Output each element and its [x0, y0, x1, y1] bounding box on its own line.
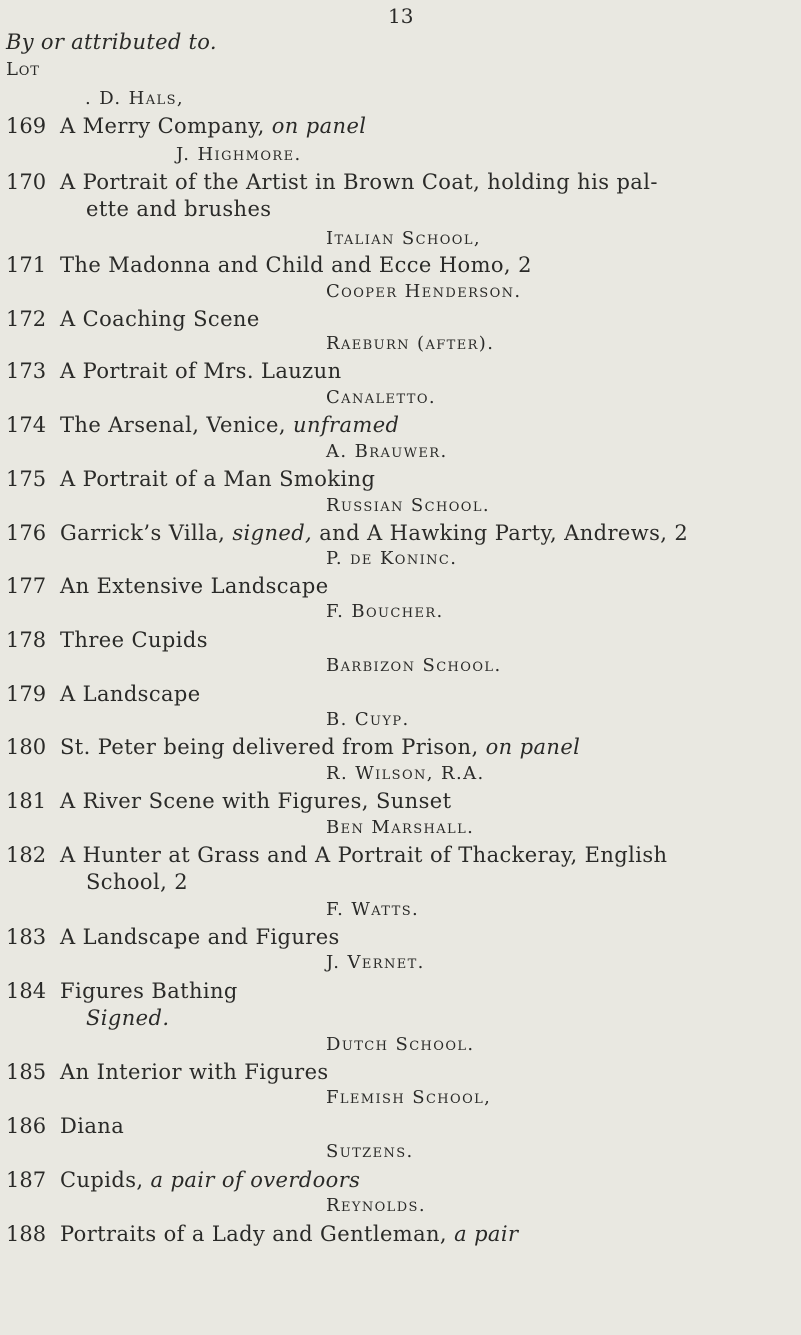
lot-number: 181 — [6, 789, 47, 813]
lot-title-continuation: ette and brushes — [86, 197, 272, 221]
page-heading: By or attributed to. — [6, 30, 217, 54]
lot-number: 173 — [6, 359, 47, 383]
lot-title — [60, 114, 366, 138]
artist-name: F. Boucher. — [326, 601, 444, 622]
artist-name: Sutzens. — [326, 1141, 414, 1162]
lot-title: The Madonna and Child and Ecce Homo, 2 — [60, 253, 532, 277]
artist-name: Russian School. — [326, 495, 490, 516]
lot-note: signed, — [232, 521, 313, 545]
lot-number: 187 — [6, 1168, 47, 1192]
lot-title: A River Scene with Figures, Sunset — [60, 789, 452, 813]
lot-title-text: Garrick’s Villa, — [60, 521, 226, 545]
artist-name: Flemish School, — [326, 1087, 492, 1108]
artist-name: J. Highmore. — [176, 144, 302, 165]
lot-title-text: The Arsenal, Venice, — [60, 413, 286, 437]
lot-title-text: St. Peter being delivered from Prison, — [60, 735, 479, 759]
lot-note: unframed — [293, 413, 400, 437]
lot-title: Figures Bathing — [60, 979, 238, 1003]
lot-title — [60, 1222, 518, 1246]
artist-name: P. de Koninc. — [326, 548, 458, 569]
artist-name: R. Wilson, R.A. — [326, 763, 485, 784]
lot-title: Three Cupids — [60, 628, 208, 652]
lot-number: 169 — [6, 114, 47, 138]
lot-title — [60, 735, 580, 759]
lot-number: 175 — [6, 467, 47, 491]
lot-title: A Landscape — [60, 682, 201, 706]
lot-number: 179 — [6, 682, 47, 706]
artist-name: Canaletto. — [326, 387, 437, 408]
lot-column-header: Lot — [6, 59, 40, 80]
artist-name: Reynolds. — [326, 1195, 426, 1216]
lot-number: 178 — [6, 628, 47, 652]
artist-name: J. Vernet. — [326, 952, 425, 973]
artist-name: . D. Hals, — [85, 88, 185, 109]
artist-name: A. Brauwer. — [326, 441, 448, 462]
artist-name: F. Watts. — [326, 899, 420, 920]
lot-title-text: Portraits of a Lady and Gentleman, — [60, 1222, 448, 1246]
lot-note: Signed. — [86, 1006, 170, 1030]
lot-title: Diana — [60, 1114, 125, 1138]
lot-number: 172 — [6, 307, 47, 331]
lot-title: An Interior with Figures — [60, 1060, 329, 1084]
lot-number: 185 — [6, 1060, 47, 1084]
artist-name: Italian School, — [326, 228, 481, 249]
page-number: 13 — [388, 4, 414, 28]
lot-number: 180 — [6, 735, 47, 759]
lot-title: A Landscape and Figures — [60, 925, 340, 949]
artist-name: B. Cuyp. — [326, 709, 410, 730]
lot-title — [60, 1168, 360, 1192]
lot-note: a pair — [454, 1222, 519, 1246]
lot-number: 184 — [6, 979, 47, 1003]
lot-note: on panel — [271, 114, 367, 138]
lot-note: a pair of overdoors — [150, 1168, 361, 1192]
lot-title-text: Cupids, — [60, 1168, 144, 1192]
lot-title — [60, 413, 399, 437]
lot-number: 176 — [6, 521, 47, 545]
lot-number: 174 — [6, 413, 47, 437]
lot-note: on panel — [485, 735, 581, 759]
lot-number: 183 — [6, 925, 47, 949]
lot-number: 188 — [6, 1222, 47, 1246]
lot-title — [60, 521, 688, 545]
lot-number: 171 — [6, 253, 47, 277]
artist-name: Cooper Henderson. — [326, 281, 522, 302]
lot-title-text: and A Hawking Party, Andrews, 2 — [319, 521, 689, 545]
lot-number: 182 — [6, 843, 47, 867]
lot-title: A Hunter at Grass and A Portrait of Thackeray, English — [60, 843, 668, 867]
lot-number: 186 — [6, 1114, 47, 1138]
lot-title: A Portrait of a Man Smoking — [60, 467, 376, 491]
lot-title-continuation: School, 2 — [86, 870, 188, 894]
artist-name: Raeburn (after). — [326, 333, 495, 354]
lot-number: 170 — [6, 170, 47, 194]
lot-title: An Extensive Landscape — [60, 574, 329, 598]
artist-name: Ben Marshall. — [326, 817, 475, 838]
artist-name: Barbizon School. — [326, 655, 502, 676]
lot-title: A Portrait of Mrs. Lauzun — [60, 359, 342, 383]
lot-title-text: A Merry Company, — [60, 114, 265, 138]
artist-name: Dutch School. — [326, 1034, 475, 1055]
lot-number: 177 — [6, 574, 47, 598]
lot-title: A Portrait of the Artist in Brown Coat, holding his pal- — [60, 170, 658, 194]
lot-title: A Coaching Scene — [60, 307, 260, 331]
